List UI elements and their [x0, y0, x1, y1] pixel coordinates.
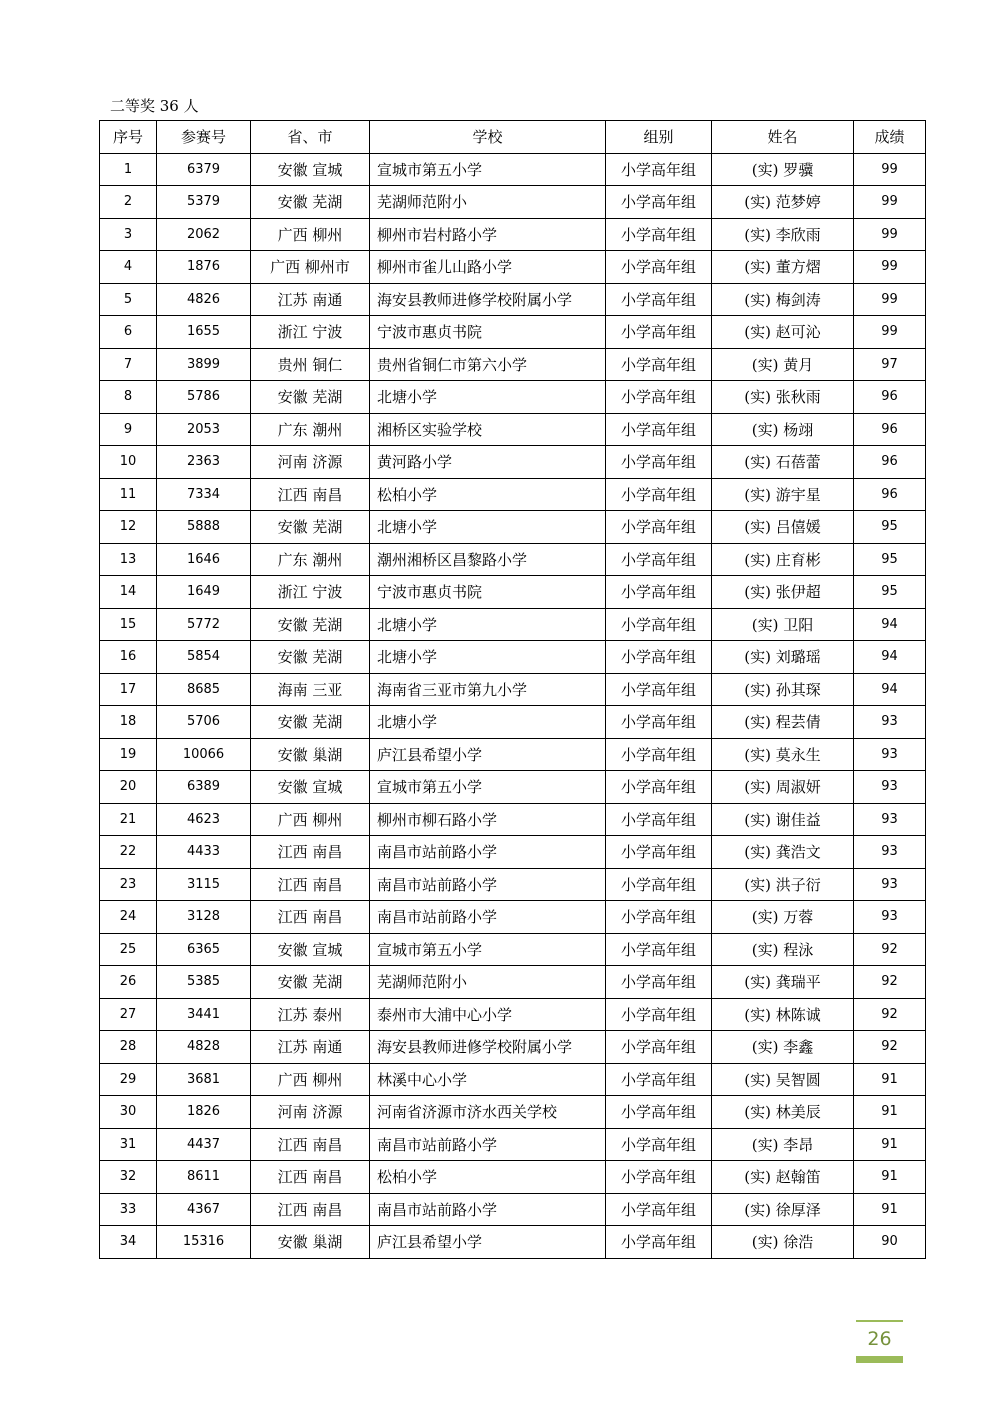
cell-province-city: 安徽 宣城 — [251, 771, 370, 804]
cell-index: 26 — [100, 966, 157, 999]
cell-name: (实) 梅剑涛 — [712, 283, 854, 316]
cell-province-city: 江苏 南通 — [251, 283, 370, 316]
cell-index: 10 — [100, 446, 157, 479]
cell-province-city: 安徽 巢湖 — [251, 1226, 370, 1259]
cell-entry-number: 5854 — [157, 641, 251, 674]
cell-score: 96 — [854, 381, 926, 414]
cell-school: 宣城市第五小学 — [370, 933, 606, 966]
table-row — [100, 1193, 926, 1226]
cell-group: 小学高年组 — [606, 901, 712, 934]
table-row — [100, 1128, 926, 1161]
cell-school: 松柏小学 — [370, 1161, 606, 1194]
cell-score: 96 — [854, 413, 926, 446]
cell-entry-number: 4623 — [157, 803, 251, 836]
cell-school: 松柏小学 — [370, 478, 606, 511]
cell-province-city: 安徽 宣城 — [251, 933, 370, 966]
cell-name: (实) 刘璐瑶 — [712, 641, 854, 674]
table-row — [100, 511, 926, 544]
cell-name: (实) 林陈诚 — [712, 998, 854, 1031]
cell-name: (实) 卫阳 — [712, 608, 854, 641]
cell-school: 北塘小学 — [370, 608, 606, 641]
cell-entry-number: 4437 — [157, 1128, 251, 1161]
cell-province-city: 浙江 宁波 — [251, 576, 370, 609]
cell-entry-number: 3128 — [157, 901, 251, 934]
cell-group: 小学高年组 — [606, 381, 712, 414]
header-school: 学校 — [370, 121, 606, 154]
table-row — [100, 153, 926, 186]
table-row — [100, 738, 926, 771]
table-row — [100, 446, 926, 479]
cell-province-city: 江西 南昌 — [251, 836, 370, 869]
cell-group: 小学高年组 — [606, 803, 712, 836]
table-row — [100, 706, 926, 739]
cell-score: 96 — [854, 478, 926, 511]
header-name: 姓名 — [712, 121, 854, 154]
cell-score: 94 — [854, 641, 926, 674]
cell-group: 小学高年组 — [606, 478, 712, 511]
cell-group: 小学高年组 — [606, 1161, 712, 1194]
cell-entry-number: 6389 — [157, 771, 251, 804]
table-row — [100, 803, 926, 836]
cell-province-city: 江西 南昌 — [251, 1161, 370, 1194]
cell-school: 黄河路小学 — [370, 446, 606, 479]
table-row — [100, 1063, 926, 1096]
table-row — [100, 836, 926, 869]
table-row — [100, 1031, 926, 1064]
cell-score: 95 — [854, 511, 926, 544]
cell-group: 小学高年组 — [606, 251, 712, 284]
cell-group: 小学高年组 — [606, 933, 712, 966]
cell-score: 92 — [854, 998, 926, 1031]
cell-index: 16 — [100, 641, 157, 674]
cell-school: 北塘小学 — [370, 511, 606, 544]
cell-name: (实) 董方熠 — [712, 251, 854, 284]
cell-score: 91 — [854, 1063, 926, 1096]
table-row — [100, 413, 926, 446]
cell-score: 95 — [854, 576, 926, 609]
cell-score: 92 — [854, 966, 926, 999]
cell-name: (实) 谢佳益 — [712, 803, 854, 836]
cell-group: 小学高年组 — [606, 966, 712, 999]
cell-school: 芜湖师范附小 — [370, 966, 606, 999]
cell-school: 海安县教师进修学校附属小学 — [370, 283, 606, 316]
cell-index: 4 — [100, 251, 157, 284]
table-row — [100, 186, 926, 219]
cell-score: 91 — [854, 1161, 926, 1194]
cell-index: 24 — [100, 901, 157, 934]
cell-group: 小学高年组 — [606, 836, 712, 869]
cell-province-city: 江西 南昌 — [251, 478, 370, 511]
cell-index: 15 — [100, 608, 157, 641]
cell-entry-number: 7334 — [157, 478, 251, 511]
cell-school: 北塘小学 — [370, 381, 606, 414]
cell-group: 小学高年组 — [606, 1226, 712, 1259]
cell-score: 99 — [854, 186, 926, 219]
cell-school: 贵州省铜仁市第六小学 — [370, 348, 606, 381]
cell-school: 宣城市第五小学 — [370, 153, 606, 186]
cell-province-city: 安徽 巢湖 — [251, 738, 370, 771]
table-row — [100, 901, 926, 934]
cell-score: 97 — [854, 348, 926, 381]
cell-province-city: 安徽 芜湖 — [251, 608, 370, 641]
cell-index: 8 — [100, 381, 157, 414]
cell-school: 宁波市惠贞书院 — [370, 316, 606, 349]
cell-index: 32 — [100, 1161, 157, 1194]
cell-group: 小学高年组 — [606, 641, 712, 674]
cell-name: (实) 游宇星 — [712, 478, 854, 511]
cell-score: 99 — [854, 283, 926, 316]
cell-province-city: 安徽 宣城 — [251, 153, 370, 186]
table-row — [100, 381, 926, 414]
cell-province-city: 安徽 芜湖 — [251, 706, 370, 739]
cell-group: 小学高年组 — [606, 413, 712, 446]
cell-index: 29 — [100, 1063, 157, 1096]
table-row — [100, 868, 926, 901]
cell-group: 小学高年组 — [606, 608, 712, 641]
cell-group: 小学高年组 — [606, 511, 712, 544]
cell-province-city: 广西 柳州 — [251, 1063, 370, 1096]
cell-group: 小学高年组 — [606, 1063, 712, 1096]
cell-entry-number: 5379 — [157, 186, 251, 219]
table-row — [100, 576, 926, 609]
cell-group: 小学高年组 — [606, 316, 712, 349]
cell-name: (实) 杨翊 — [712, 413, 854, 446]
cell-name: (实) 万蓉 — [712, 901, 854, 934]
cell-name: (实) 李欣雨 — [712, 218, 854, 251]
section-heading: 二等奖 36 人 — [110, 97, 199, 115]
cell-index: 25 — [100, 933, 157, 966]
header-score: 成绩 — [854, 121, 926, 154]
cell-score: 94 — [854, 608, 926, 641]
cell-group: 小学高年组 — [606, 738, 712, 771]
cell-score: 92 — [854, 1031, 926, 1064]
table-row — [100, 771, 926, 804]
cell-province-city: 安徽 芜湖 — [251, 381, 370, 414]
cell-entry-number: 1876 — [157, 251, 251, 284]
cell-entry-number: 1826 — [157, 1096, 251, 1129]
cell-entry-number: 6379 — [157, 153, 251, 186]
cell-index: 18 — [100, 706, 157, 739]
cell-group: 小学高年组 — [606, 543, 712, 576]
cell-school: 柳州市雀儿山路小学 — [370, 251, 606, 284]
cell-score: 93 — [854, 738, 926, 771]
table-row — [100, 316, 926, 349]
cell-name: (实) 赵翰笛 — [712, 1161, 854, 1194]
cell-entry-number: 2062 — [157, 218, 251, 251]
cell-school: 南昌市站前路小学 — [370, 901, 606, 934]
cell-index: 19 — [100, 738, 157, 771]
cell-school: 泰州市大浦中心小学 — [370, 998, 606, 1031]
cell-province-city: 广西 柳州市 — [251, 251, 370, 284]
cell-school: 海南省三亚市第九小学 — [370, 673, 606, 706]
cell-index: 13 — [100, 543, 157, 576]
cell-name: (实) 张伊超 — [712, 576, 854, 609]
cell-score: 93 — [854, 836, 926, 869]
cell-score: 93 — [854, 706, 926, 739]
cell-province-city: 浙江 宁波 — [251, 316, 370, 349]
cell-entry-number: 1649 — [157, 576, 251, 609]
cell-index: 22 — [100, 836, 157, 869]
cell-entry-number: 3441 — [157, 998, 251, 1031]
cell-index: 9 — [100, 413, 157, 446]
cell-province-city: 广东 潮州 — [251, 413, 370, 446]
table-row — [100, 608, 926, 641]
cell-score: 93 — [854, 803, 926, 836]
cell-province-city: 海南 三亚 — [251, 673, 370, 706]
header-province-city: 省、市 — [251, 121, 370, 154]
cell-province-city: 河南 济源 — [251, 446, 370, 479]
cell-group: 小学高年组 — [606, 576, 712, 609]
cell-school: 芜湖师范附小 — [370, 186, 606, 219]
table-row — [100, 478, 926, 511]
cell-group: 小学高年组 — [606, 1193, 712, 1226]
page-number-text: 26 — [867, 1328, 892, 1350]
cell-name: (实) 吴智圆 — [712, 1063, 854, 1096]
cell-index: 3 — [100, 218, 157, 251]
cell-name: (实) 周淑妍 — [712, 771, 854, 804]
cell-score: 99 — [854, 251, 926, 284]
cell-score: 91 — [854, 1096, 926, 1129]
cell-province-city: 江苏 泰州 — [251, 998, 370, 1031]
cell-score: 99 — [854, 316, 926, 349]
cell-province-city: 广东 潮州 — [251, 543, 370, 576]
cell-entry-number: 4828 — [157, 1031, 251, 1064]
cell-name: (实) 洪子衍 — [712, 868, 854, 901]
cell-school: 南昌市站前路小学 — [370, 868, 606, 901]
cell-province-city: 贵州 铜仁 — [251, 348, 370, 381]
cell-index: 2 — [100, 186, 157, 219]
cell-entry-number: 5706 — [157, 706, 251, 739]
cell-group: 小学高年组 — [606, 1096, 712, 1129]
cell-group: 小学高年组 — [606, 706, 712, 739]
table-row — [100, 933, 926, 966]
cell-name: (实) 孙其琛 — [712, 673, 854, 706]
cell-index: 11 — [100, 478, 157, 511]
table-row — [100, 348, 926, 381]
cell-entry-number: 3115 — [157, 868, 251, 901]
cell-name: (实) 程芸倩 — [712, 706, 854, 739]
cell-entry-number: 10066 — [157, 738, 251, 771]
cell-school: 柳州市岩村路小学 — [370, 218, 606, 251]
cell-index: 20 — [100, 771, 157, 804]
cell-province-city: 广西 柳州 — [251, 218, 370, 251]
cell-entry-number: 5786 — [157, 381, 251, 414]
cell-index: 1 — [100, 153, 157, 186]
cell-name: (实) 罗骥 — [712, 153, 854, 186]
cell-name: (实) 程泳 — [712, 933, 854, 966]
cell-index: 7 — [100, 348, 157, 381]
cell-province-city: 安徽 芜湖 — [251, 966, 370, 999]
page-number — [856, 1320, 903, 1363]
table-row — [100, 1226, 926, 1259]
cell-group: 小学高年组 — [606, 1128, 712, 1161]
cell-province-city: 广西 柳州 — [251, 803, 370, 836]
cell-school: 潮州湘桥区昌黎路小学 — [370, 543, 606, 576]
cell-province-city: 江西 南昌 — [251, 901, 370, 934]
cell-group: 小学高年组 — [606, 868, 712, 901]
cell-school: 河南省济源市济水西关学校 — [370, 1096, 606, 1129]
cell-index: 5 — [100, 283, 157, 316]
page-number-bottom-bar — [856, 1356, 903, 1363]
cell-group: 小学高年组 — [606, 153, 712, 186]
table-row — [100, 543, 926, 576]
table-row — [100, 641, 926, 674]
cell-index: 23 — [100, 868, 157, 901]
table-row — [100, 998, 926, 1031]
cell-name: (实) 李昂 — [712, 1128, 854, 1161]
cell-index: 34 — [100, 1226, 157, 1259]
cell-group: 小学高年组 — [606, 673, 712, 706]
header-entry-number: 参赛号 — [157, 121, 251, 154]
cell-entry-number: 2053 — [157, 413, 251, 446]
cell-index: 33 — [100, 1193, 157, 1226]
cell-score: 90 — [854, 1226, 926, 1259]
cell-index: 6 — [100, 316, 157, 349]
cell-name: (实) 张秋雨 — [712, 381, 854, 414]
cell-entry-number: 4367 — [157, 1193, 251, 1226]
table-row — [100, 251, 926, 284]
cell-school: 庐江县希望小学 — [370, 738, 606, 771]
cell-province-city: 安徽 芜湖 — [251, 186, 370, 219]
cell-name: (实) 莫永生 — [712, 738, 854, 771]
cell-group: 小学高年组 — [606, 218, 712, 251]
cell-index: 21 — [100, 803, 157, 836]
cell-group: 小学高年组 — [606, 348, 712, 381]
cell-school: 庐江县希望小学 — [370, 1226, 606, 1259]
table-row — [100, 1096, 926, 1129]
cell-score: 92 — [854, 933, 926, 966]
cell-entry-number: 1646 — [157, 543, 251, 576]
cell-index: 17 — [100, 673, 157, 706]
cell-school: 海安县教师进修学校附属小学 — [370, 1031, 606, 1064]
cell-name: (实) 林美辰 — [712, 1096, 854, 1129]
cell-name: (实) 龚瑞平 — [712, 966, 854, 999]
cell-index: 31 — [100, 1128, 157, 1161]
cell-school: 柳州市柳石路小学 — [370, 803, 606, 836]
cell-province-city: 江西 南昌 — [251, 868, 370, 901]
cell-school: 北塘小学 — [370, 706, 606, 739]
cell-index: 28 — [100, 1031, 157, 1064]
cell-school: 宣城市第五小学 — [370, 771, 606, 804]
cell-school: 南昌市站前路小学 — [370, 1128, 606, 1161]
cell-province-city: 江西 南昌 — [251, 1193, 370, 1226]
table-row — [100, 283, 926, 316]
cell-name: (实) 黄月 — [712, 348, 854, 381]
cell-group: 小学高年组 — [606, 186, 712, 219]
cell-province-city: 河南 济源 — [251, 1096, 370, 1129]
header-index: 序号 — [100, 121, 157, 154]
cell-entry-number: 1655 — [157, 316, 251, 349]
cell-name: (实) 徐厚泽 — [712, 1193, 854, 1226]
cell-score: 91 — [854, 1128, 926, 1161]
cell-school: 林溪中心小学 — [370, 1063, 606, 1096]
cell-school: 南昌市站前路小学 — [370, 836, 606, 869]
cell-name: (实) 龚浩文 — [712, 836, 854, 869]
cell-school: 宁波市惠贞书院 — [370, 576, 606, 609]
table-header-row — [100, 121, 926, 154]
cell-group: 小学高年组 — [606, 1031, 712, 1064]
cell-name: (实) 赵可沁 — [712, 316, 854, 349]
awards-table — [99, 120, 926, 1259]
cell-entry-number: 8611 — [157, 1161, 251, 1194]
cell-name: (实) 李鑫 — [712, 1031, 854, 1064]
cell-entry-number: 6365 — [157, 933, 251, 966]
cell-score: 94 — [854, 673, 926, 706]
cell-name: (实) 徐浩 — [712, 1226, 854, 1259]
cell-score: 93 — [854, 868, 926, 901]
cell-entry-number: 5888 — [157, 511, 251, 544]
cell-name: (实) 范梦婷 — [712, 186, 854, 219]
cell-name: (实) 庄育彬 — [712, 543, 854, 576]
cell-score: 95 — [854, 543, 926, 576]
cell-score: 93 — [854, 771, 926, 804]
cell-entry-number: 2363 — [157, 446, 251, 479]
cell-school: 南昌市站前路小学 — [370, 1193, 606, 1226]
cell-score: 99 — [854, 153, 926, 186]
cell-province-city: 安徽 芜湖 — [251, 641, 370, 674]
cell-group: 小学高年组 — [606, 771, 712, 804]
cell-score: 99 — [854, 218, 926, 251]
cell-score: 91 — [854, 1193, 926, 1226]
cell-entry-number: 3681 — [157, 1063, 251, 1096]
table-row — [100, 1161, 926, 1194]
cell-group: 小学高年组 — [606, 446, 712, 479]
cell-school: 湘桥区实验学校 — [370, 413, 606, 446]
cell-index: 14 — [100, 576, 157, 609]
cell-entry-number: 3899 — [157, 348, 251, 381]
table-row — [100, 966, 926, 999]
cell-name: (实) 吕僖媛 — [712, 511, 854, 544]
cell-index: 30 — [100, 1096, 157, 1129]
cell-entry-number: 5385 — [157, 966, 251, 999]
cell-index: 12 — [100, 511, 157, 544]
cell-score: 93 — [854, 901, 926, 934]
cell-name: (实) 石蓓蕾 — [712, 446, 854, 479]
cell-entry-number: 15316 — [157, 1226, 251, 1259]
table-row — [100, 673, 926, 706]
cell-province-city: 江西 南昌 — [251, 1128, 370, 1161]
cell-score: 96 — [854, 446, 926, 479]
cell-entry-number: 8685 — [157, 673, 251, 706]
table-row — [100, 218, 926, 251]
cell-entry-number: 4826 — [157, 283, 251, 316]
cell-index: 27 — [100, 998, 157, 1031]
cell-school: 北塘小学 — [370, 641, 606, 674]
cell-province-city: 江苏 南通 — [251, 1031, 370, 1064]
cell-group: 小学高年组 — [606, 283, 712, 316]
cell-entry-number: 4433 — [157, 836, 251, 869]
header-group: 组别 — [606, 121, 712, 154]
cell-province-city: 安徽 芜湖 — [251, 511, 370, 544]
cell-entry-number: 5772 — [157, 608, 251, 641]
cell-group: 小学高年组 — [606, 998, 712, 1031]
